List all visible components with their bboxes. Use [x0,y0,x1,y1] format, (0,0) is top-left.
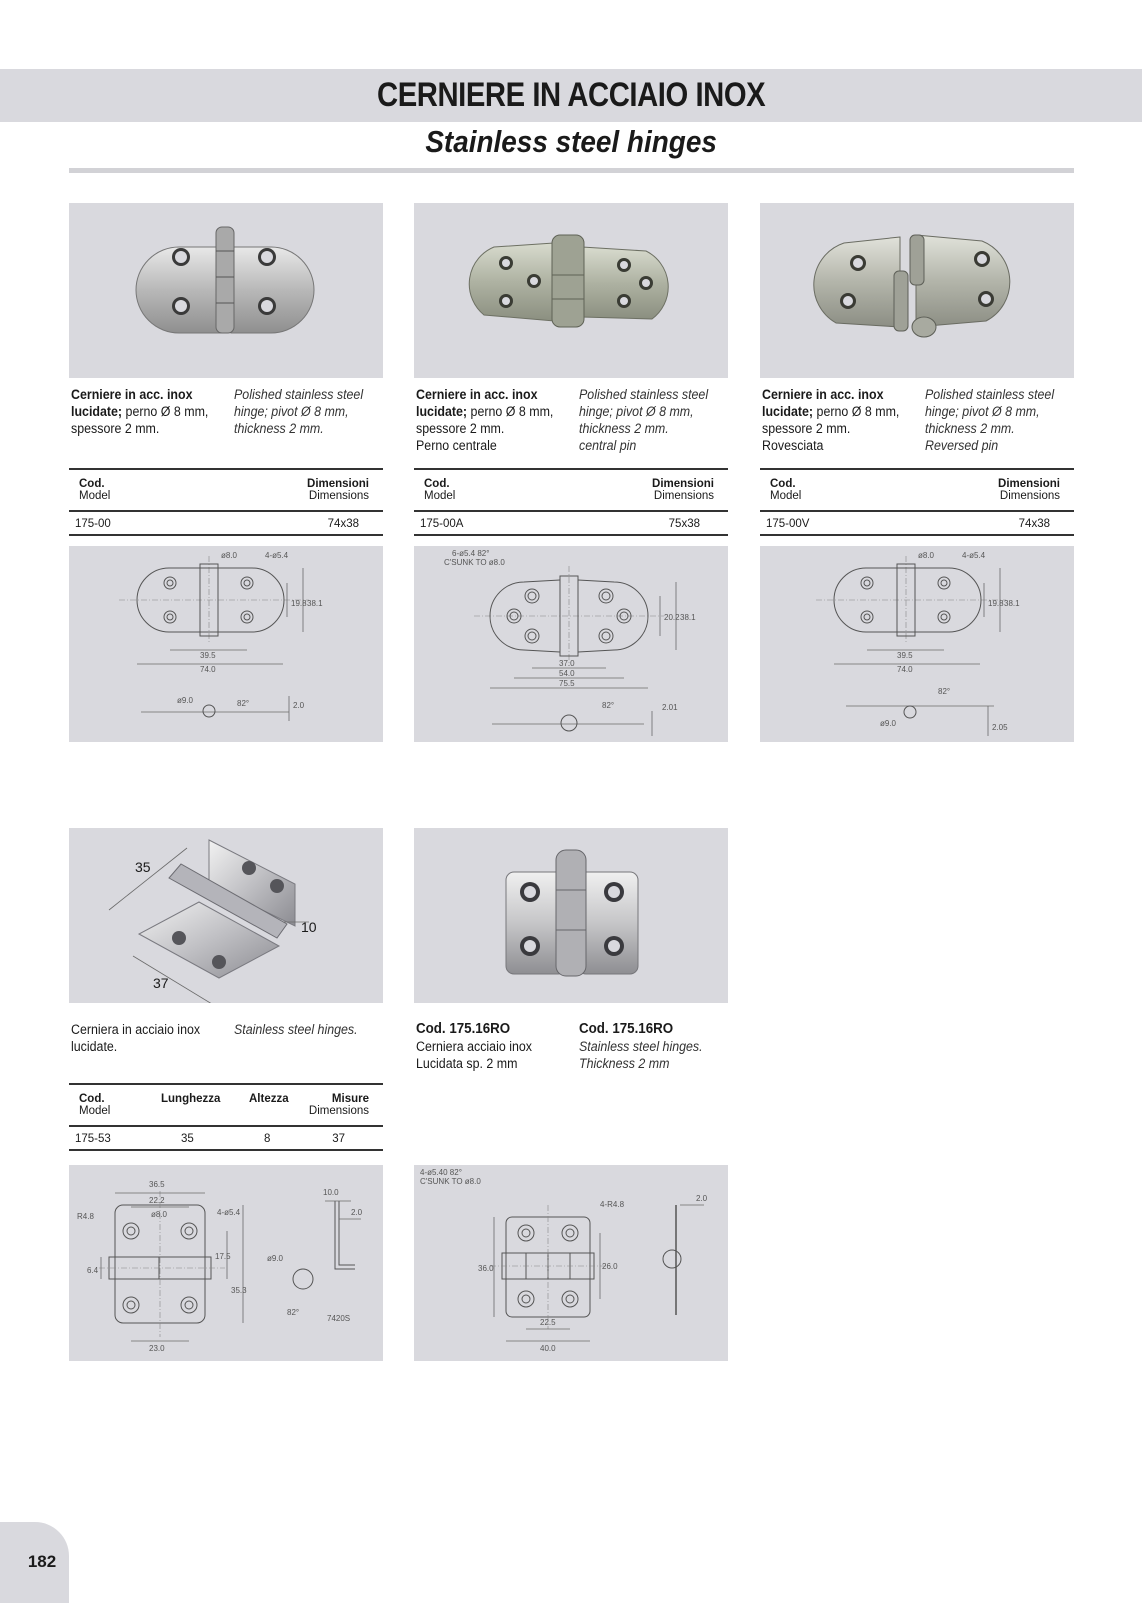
dim-label: ø9.0 [177,696,194,705]
desc-line: Cerniere in acc. inox [71,387,193,402]
dim-label: 38.1 [307,599,323,608]
dim-label: 20.2 [664,613,680,622]
desc-line: thickness 2 mm. [579,421,669,436]
product-desc-en-175-53 [234,1021,358,1038]
dim-label: 2.0 [696,1194,708,1203]
dimension-callout: 10 [301,919,317,935]
spec-table-175-00A [414,468,728,536]
cell-dim: 74x38 [327,518,359,530]
dim-label: 19.8 [291,599,307,608]
hinge-photo-icon [760,203,1074,378]
product-desc-it-175-16RO [416,1021,532,1072]
technical-drawing-175-00V [760,546,1074,742]
cell-dim: 75x38 [668,518,700,530]
product-photo-175-16RO [414,828,728,1003]
product-desc-en-175-00V [925,386,1054,454]
hinge-photo-icon [69,203,383,378]
dim-label: 39.5 [200,651,216,660]
dim-label: 2.0 [293,701,305,710]
dim-label: 74.0 [200,665,216,674]
dim-label: 2.05 [992,723,1008,732]
title-divider [69,168,1074,173]
col-code-header: Cod. Model [79,1093,111,1117]
dim-label: 6.4 [87,1266,99,1275]
col-length-header: Lunghezza [161,1093,221,1105]
dim-label: 74.0 [897,665,913,674]
dim-label: 54.0 [559,669,575,678]
dim-label: 22.5 [540,1318,556,1327]
dim-label: 4-ø5.4 [962,551,986,560]
desc-line: Cerniera in acciaio inox [71,1022,201,1037]
dim-label: 36.5 [149,1180,165,1189]
dim-label: 35.3 [231,1286,247,1295]
dim-label: 4-R4.8 [600,1200,625,1209]
desc-line: Rovesciata [762,438,824,453]
dim-label: 23.0 [149,1344,165,1353]
product-desc-it-175-53 [71,1021,200,1055]
desc-line: Cerniere in acc. inox [416,387,538,402]
dim-label: ø8.0 [221,551,238,560]
dim-label: 2.0 [351,1208,363,1217]
col-size-header: Misure Dimensions [308,1093,369,1117]
product-code: Cod. 175.16RO [416,1021,511,1037]
product-desc-en-175-16RO [579,1021,703,1072]
technical-drawing-icon [69,546,383,742]
desc-line: lucidate; perno Ø 8 mm, [762,404,900,419]
technical-drawing-175-00A [414,546,728,742]
product-photo-175-00A [414,203,728,378]
dim-label: C'SUNK TO ø8.0 [444,558,505,567]
technical-drawing-175-53 [69,1165,383,1361]
dim-label: ø8.0 [151,1210,168,1219]
technical-drawing-175-00 [69,546,383,742]
dim-label: R4.8 [77,1212,94,1221]
product-desc-en-175-00A [579,386,708,454]
dimension-callout: 35 [135,859,151,875]
col-dim-header: Dimensioni Dimensions [652,478,714,502]
spec-table-175-00V [760,468,1074,536]
desc-line: central pin [579,438,637,453]
dim-label: ø9.0 [267,1254,284,1263]
cell-code: 175-00 [75,518,111,530]
desc-line: spessore 2 mm. [416,421,505,436]
desc-line: hinge; pivot Ø 8 mm, [234,404,349,419]
spec-table-175-53 [69,1083,383,1151]
dim-label: 37.0 [559,659,575,668]
desc-line: lucidate; perno Ø 8 mm, [71,404,209,419]
product-desc-it-175-00A [416,386,553,454]
product-photo-175-00V [760,203,1074,378]
dim-label: 7420S [327,1314,351,1323]
page-title: CERNIERE IN ACCIAIO INOX [377,76,766,114]
desc-line: Polished stainless steel [579,387,709,402]
product-code: Cod. 175.16RO [579,1021,674,1037]
dim-label: 19.8 [988,599,1004,608]
hinge-photo-icon [414,828,728,1003]
product-photo-175-53 [69,828,383,1003]
desc-line: Perno centrale [416,438,497,453]
desc-line: Polished stainless steel [925,387,1055,402]
dim-label: 22.2 [149,1196,165,1205]
desc-line: spessore 2 mm. [71,421,160,436]
cell-code: 175-00A [420,518,464,530]
desc-line: Lucidata sp. 2 mm [416,1056,518,1071]
desc-line: spessore 2 mm. [762,421,851,436]
dim-label: 36.0 [478,1264,494,1273]
dim-label: 4-ø5.40 82° [420,1168,462,1177]
dim-label: 2.01 [662,703,678,712]
dim-label: 26.0 [602,1262,618,1271]
col-height-header: Altezza [249,1093,289,1105]
dim-label: 4-ø5.4 [265,551,289,560]
cell-size: 37 [332,1133,345,1145]
dim-label: 82° [602,701,615,710]
cell-length: 35 [181,1133,194,1145]
desc-line: Polished stainless steel [234,387,364,402]
desc-line: Thickness 2 mm [579,1056,670,1071]
dim-label: ø8.0 [918,551,935,560]
product-desc-en-175-00 [234,386,363,437]
dim-label: 4-ø5.4 [217,1208,241,1217]
dim-label: 40.0 [540,1344,556,1353]
cell-height: 8 [264,1133,271,1145]
col-code-header: Cod. Model [770,478,802,502]
desc-line: lucidate; perno Ø 8 mm, [416,404,554,419]
technical-drawing-icon [69,1165,383,1361]
dim-label: 6-ø5.4 82° [452,549,490,558]
dim-label: ø9.0 [880,719,897,728]
dimension-callout: 37 [153,975,169,991]
page-subtitle: Stainless steel hinges [425,124,717,159]
technical-drawing-icon [760,546,1074,742]
dim-label: 17.5 [215,1252,231,1261]
desc-line: thickness 2 mm. [234,421,324,436]
cell-code: 175-53 [75,1133,111,1145]
product-desc-it-175-00V [762,386,899,454]
technical-drawing-175-16RO [414,1165,728,1361]
product-photo-175-00 [69,203,383,378]
dim-label: 82° [287,1308,300,1317]
desc-line: Cerniera acciaio inox [416,1039,532,1054]
desc-line: Cerniere in acc. inox [762,387,884,402]
technical-drawing-icon [414,546,728,742]
desc-line: thickness 2 mm. [925,421,1015,436]
dim-label: 38.1 [680,613,696,622]
dim-label: C'SUNK TO ø8.0 [420,1177,481,1186]
desc-line: Stainless steel hinges. [234,1022,358,1037]
desc-line: hinge; pivot Ø 8 mm, [579,404,694,419]
desc-line: hinge; pivot Ø 8 mm, [925,404,1040,419]
cell-dim: 74x38 [1018,518,1050,530]
desc-line: Reversed pin [925,438,999,453]
dim-label: 75.5 [559,679,575,688]
dim-label: 82° [237,699,250,708]
desc-line: Stainless steel hinges. [579,1039,703,1054]
col-code-header: Cod. Model [424,478,456,502]
hinge-photo-icon [414,203,728,378]
dim-label: 39.5 [897,651,913,660]
dim-label: 38.1 [1004,599,1020,608]
col-code-header: Cod. Model [79,478,111,502]
hinge-photo-icon [69,828,383,1003]
spec-table-175-00 [69,468,383,536]
page-number: 182 [27,1552,57,1571]
desc-line: lucidate. [71,1039,118,1054]
dim-label: 10.0 [323,1188,339,1197]
product-desc-it-175-00 [71,386,208,437]
col-dim-header: Dimensioni Dimensions [307,478,369,502]
col-dim-header: Dimensioni Dimensions [998,478,1060,502]
technical-drawing-icon [414,1165,728,1361]
dim-label: 82° [938,687,951,696]
cell-code: 175-00V [766,518,810,530]
